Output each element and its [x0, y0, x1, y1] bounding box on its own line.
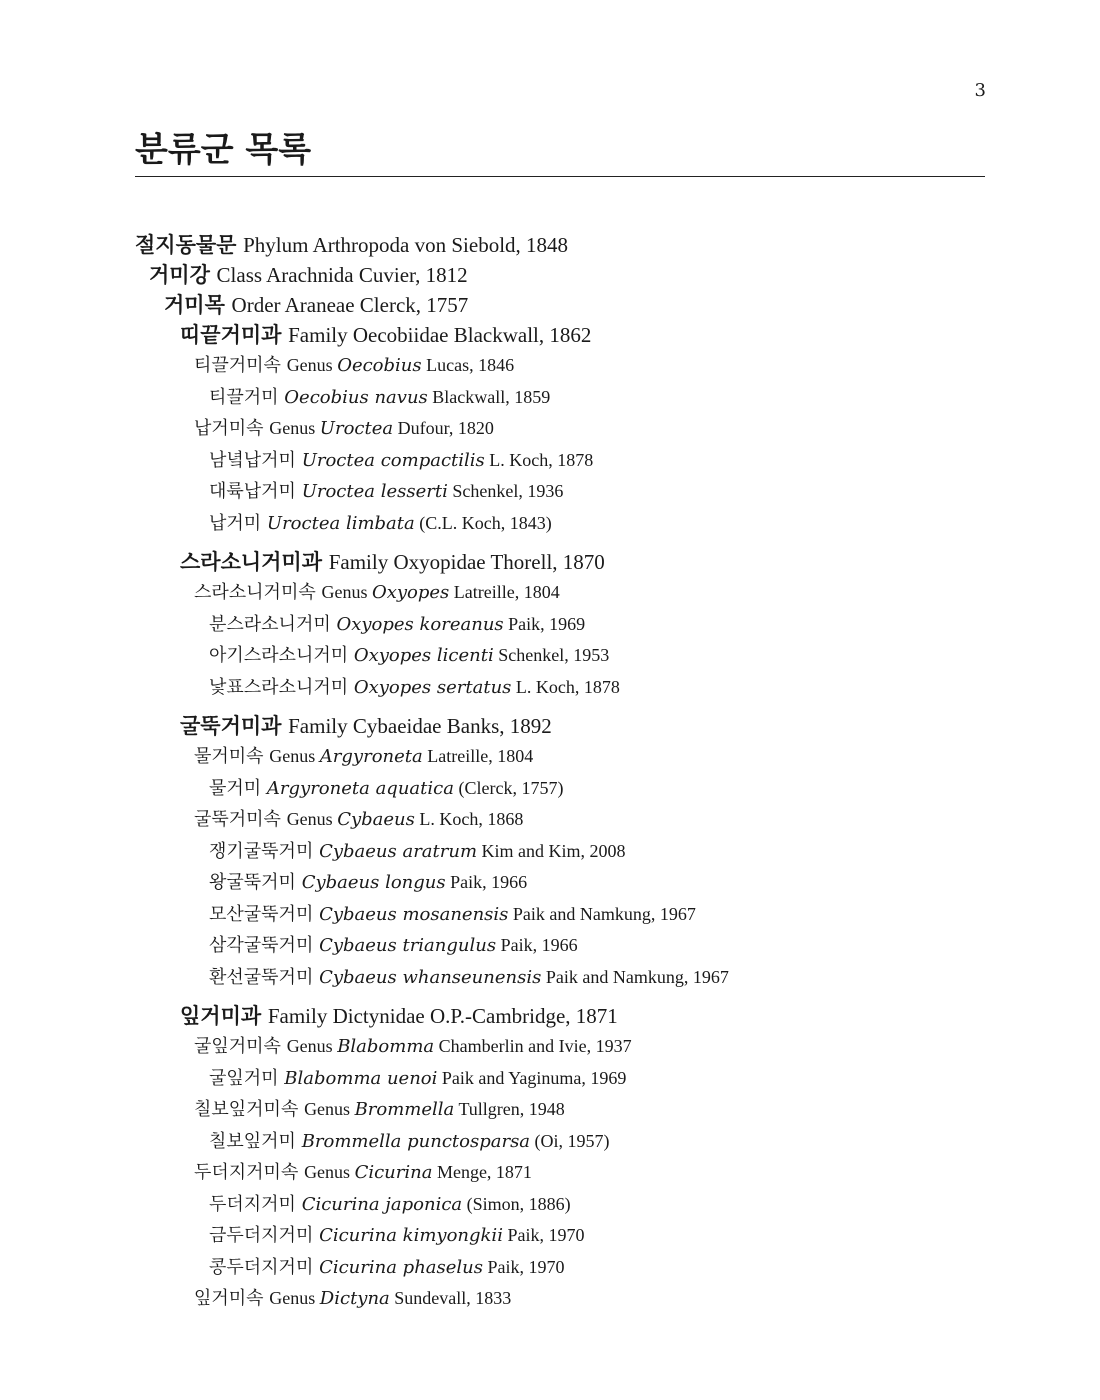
scientific-name: Cicurina phaselus [319, 1256, 483, 1278]
authority: Paik, 1970 [502, 1225, 585, 1245]
taxon-row-genus [135, 1094, 1035, 1126]
korean-name: 모산굴뚝거미 [209, 903, 314, 925]
korean-name: 스라소니거미과 [180, 549, 323, 574]
taxon-row-species [135, 508, 1035, 540]
scientific-name: Oxyopes sertatus [353, 676, 512, 698]
scientific-name: Argyroneta [319, 746, 423, 767]
authority: Lucas, 1846 [421, 355, 515, 375]
korean-name: 분스라소니거미 [209, 613, 331, 635]
taxon-row-species [135, 930, 1035, 962]
korean-name: 대륙납거미 [209, 481, 296, 502]
authority: Paik, 1966 [496, 935, 578, 955]
scientific-name: Cybaeus triangulus [319, 935, 497, 956]
korean-name: 두더지거미속 [194, 1162, 299, 1183]
taxon-row-species [135, 476, 1035, 508]
scientific-name: Oxyopes licenti [353, 645, 494, 666]
taxon-row-order [135, 290, 1035, 320]
korean-name: 납거미 [209, 512, 262, 534]
taxon-rank-text: Family Oxyopidae Thorell, 1870 [328, 550, 605, 574]
taxon-rank-text: Genus [304, 1162, 355, 1182]
korean-name: 굴잎거미 [209, 1067, 279, 1089]
page-title: 분류군 목록 [135, 128, 985, 177]
authority: L. Koch, 1878 [484, 449, 594, 470]
scientific-name: Uroctea compactilis [301, 449, 485, 471]
scientific-name: Argyroneta aquatica [266, 777, 454, 799]
scientific-name: Dictyna [319, 1288, 390, 1309]
taxon-row-species [135, 640, 1035, 672]
korean-name: 굴뚝거미과 [180, 713, 282, 738]
korean-name: 금두더지거미 [209, 1225, 314, 1246]
scientific-name: Cybaeus whanseunensis [319, 966, 542, 988]
authority: (Clerck, 1757) [453, 777, 564, 798]
taxon-rank-text: Genus [286, 355, 338, 375]
scientific-name: Oxyopes [371, 582, 450, 603]
taxon-row-family [135, 711, 1035, 741]
authority: Latreille, 1804 [449, 582, 560, 602]
taxon-row-genus [135, 804, 1035, 836]
korean-name: 티끌거미속 [194, 355, 281, 376]
scientific-name: Uroctea limbata [266, 512, 415, 534]
taxon-row-genus [135, 1283, 1035, 1315]
korean-name: 거미강 [149, 262, 210, 287]
taxon-row-genus [135, 741, 1035, 773]
scientific-name: Oecobius navus [284, 386, 428, 408]
taxon-rank-text: Family Dictynidae O.P.-Cambridge, 1871 [267, 1004, 618, 1028]
taxon-rank-text: Phylum Arthropoda von Siebold, 1848 [243, 233, 569, 257]
taxon-row-species [135, 445, 1035, 477]
korean-name: 낯표스라소니거미 [209, 676, 349, 698]
taxon-rank-text: Genus [321, 582, 372, 602]
scientific-name: Blabomma uenoi [284, 1067, 438, 1089]
korean-name: 절지동물문 [135, 232, 237, 257]
taxon-row-species [135, 382, 1035, 414]
taxon-rank-text: Genus [269, 418, 320, 438]
korean-name: 납거미속 [194, 418, 264, 439]
korean-name: 잎거미과 [180, 1003, 262, 1028]
scientific-name: Uroctea lesserti [301, 481, 448, 502]
taxon-row-species [135, 867, 1035, 899]
authority: L. Koch, 1868 [414, 809, 524, 829]
scientific-name: Oecobius [337, 355, 422, 376]
korean-name: 삼각굴뚝거미 [209, 935, 314, 956]
authority: Blackwall, 1859 [427, 386, 551, 407]
authority: Paik and Namkung, 1967 [508, 903, 696, 924]
taxon-row-family [135, 547, 1035, 577]
taxon-row-species [135, 836, 1035, 868]
korean-name: 두더지거미 [209, 1193, 296, 1215]
authority: (C.L. Koch, 1843) [414, 512, 552, 533]
taxon-rank-text: Genus [269, 1288, 320, 1308]
korean-name: 환선굴뚝거미 [209, 966, 314, 988]
korean-name: 잎거미속 [194, 1288, 264, 1309]
authority: Paik and Namkung, 1967 [541, 966, 729, 987]
taxon-row-species [135, 609, 1035, 641]
taxon-rank-text: Genus [304, 1099, 355, 1119]
korean-name: 왕굴뚝거미 [209, 872, 296, 893]
authority: (Simon, 1886) [462, 1193, 571, 1214]
authority: Kim and Kim, 2008 [477, 840, 626, 861]
taxon-row-class [135, 260, 1035, 290]
taxon-row-family [135, 320, 1035, 350]
authority: Menge, 1871 [432, 1162, 532, 1182]
scientific-name: Blabomma [337, 1036, 435, 1057]
taxon-row-phylum [135, 230, 1035, 260]
taxon-row-species [135, 1220, 1035, 1252]
korean-name: 콩두더지거미 [209, 1256, 314, 1278]
korean-name: 스라소니거미속 [194, 582, 316, 603]
korean-name: 남녘납거미 [209, 449, 296, 471]
taxon-row-species [135, 962, 1035, 994]
scientific-name: Oxyopes koreanus [336, 613, 504, 635]
taxon-row-genus [135, 1157, 1035, 1189]
taxon-row-species [135, 1189, 1035, 1221]
authority: Schenkel, 1953 [493, 645, 610, 665]
scientific-name: Cybaeus [337, 809, 415, 830]
taxon-row-family [135, 1001, 1035, 1031]
taxon-row-species [135, 1063, 1035, 1095]
taxon-row-species [135, 672, 1035, 704]
taxon-rank-text: Genus [269, 746, 320, 766]
korean-name: 굴뚝거미속 [194, 809, 281, 830]
scientific-name: Cybaeus mosanensis [319, 903, 509, 925]
taxon-row-genus [135, 350, 1035, 382]
taxon-rank-text: Family Cybaeidae Banks, 1892 [288, 714, 552, 738]
taxon-rank-text: Class Arachnida Cuvier, 1812 [216, 263, 468, 287]
authority: Paik, 1970 [483, 1256, 565, 1277]
scientific-name: Cicurina kimyongkii [319, 1225, 503, 1246]
korean-name: 띠끝거미과 [180, 322, 282, 347]
authority: Dufour, 1820 [393, 418, 494, 438]
taxon-rank-text: Order Araneae Clerck, 1757 [231, 293, 469, 317]
authority: Paik, 1966 [445, 872, 528, 892]
authority: (Oi, 1957) [530, 1130, 610, 1151]
scientific-name: Brommella [354, 1099, 455, 1120]
taxon-row-genus [135, 413, 1035, 445]
taxon-rank-text: Family Oecobiidae Blackwall, 1862 [288, 323, 592, 347]
korean-name: 물거미 [209, 777, 262, 799]
korean-name: 칠보잎거미 [209, 1130, 296, 1152]
scientific-name: Cicurina japonica [301, 1193, 463, 1215]
taxon-row-species [135, 1126, 1035, 1158]
taxon-row-genus [135, 577, 1035, 609]
taxon-rank-text: Genus [286, 809, 338, 829]
scientific-name: Cicurina [354, 1162, 433, 1183]
korean-name: 티끌거미 [209, 386, 279, 408]
authority: Chamberlin and Ivie, 1937 [434, 1036, 632, 1056]
korean-name: 아기스라소니거미 [209, 645, 349, 666]
taxon-row-genus [135, 1031, 1035, 1063]
authority: Schenkel, 1936 [447, 481, 564, 501]
authority: Paik, 1969 [503, 613, 586, 634]
korean-name: 칠보잎거미속 [194, 1099, 299, 1120]
authority: Sundevall, 1833 [389, 1288, 512, 1308]
scientific-name: Uroctea [319, 418, 394, 439]
scientific-name: Brommella punctosparsa [301, 1130, 531, 1152]
authority: Tullgren, 1948 [454, 1099, 565, 1119]
taxon-list [135, 230, 1035, 1315]
taxon-row-species [135, 773, 1035, 805]
authority: L. Koch, 1878 [511, 676, 620, 697]
authority: Paik and Yaginuma, 1969 [437, 1067, 627, 1088]
korean-name: 굴잎거미속 [194, 1036, 281, 1057]
taxon-row-species [135, 1252, 1035, 1284]
korean-name: 물거미속 [194, 746, 264, 767]
page-number: 3 [974, 80, 986, 101]
scientific-name: Cybaeus longus [301, 872, 446, 893]
korean-name: 거미목 [164, 292, 225, 317]
taxon-rank-text: Genus [286, 1036, 338, 1056]
authority: Latreille, 1804 [422, 746, 534, 766]
taxon-row-species [135, 899, 1035, 931]
scientific-name: Cybaeus aratrum [319, 840, 478, 862]
korean-name: 쟁기굴뚝거미 [209, 840, 314, 862]
